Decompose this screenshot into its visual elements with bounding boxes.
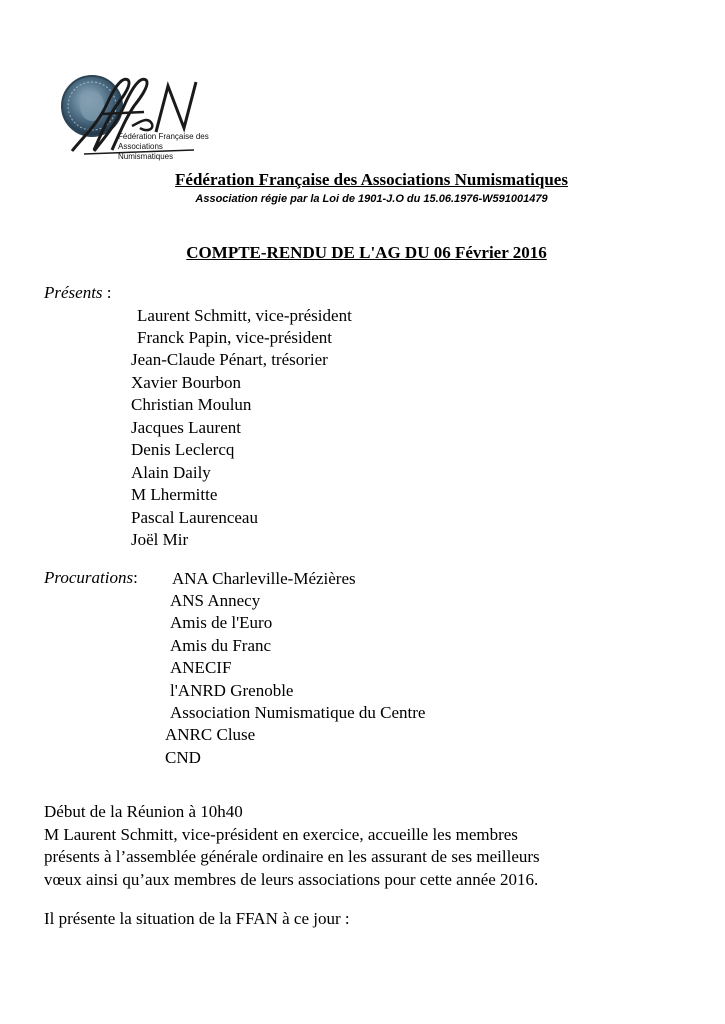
intro-line: présents à l’assemblée générale ordinaire en les assurant de ses meilleurs: [44, 847, 540, 866]
organization-name: [0, 170, 725, 190]
procurations-label: [44, 568, 138, 588]
meeting-start-time: Début de la Réunion à 10h40: [44, 802, 243, 821]
presents-label: [44, 283, 112, 303]
procuration-item: Amis du Franc: [170, 636, 272, 655]
document-title: [0, 243, 725, 263]
presents-label-text: Présents: [44, 283, 103, 302]
procurations-separator: :: [133, 568, 138, 587]
logo-caption-line: Associations Numismatiques: [118, 142, 174, 161]
present-item: Laurent Schmitt, vice-président: [137, 306, 352, 325]
organization-name-text: Fédération Française des Associations Numismatiques: [175, 170, 568, 189]
procuration-item: l'ANRD Grenoble: [170, 681, 294, 700]
procuration-item: ANS Annecy: [170, 591, 261, 610]
logo-caption: [118, 132, 218, 162]
intro-line: vœux ainsi qu’aux membres de leurs associations pour cette année 2016.: [44, 869, 539, 889]
meeting-start-paragraph: [44, 801, 684, 891]
presents-separator: :: [102, 283, 112, 302]
procuration-item: Association Numismatique du Centre: [170, 703, 426, 722]
situation-text: Il présente la situation de la FFAN à ce jour :: [44, 909, 350, 928]
present-item: Jacques Laurent: [131, 418, 241, 437]
logo-caption-line: Fédération Française des: [118, 132, 209, 141]
present-item: Christian Moulun: [131, 395, 252, 414]
present-item: Alain Daily: [131, 463, 211, 482]
organization-subtitle: [0, 193, 725, 205]
procuration-item: ANECIF: [170, 658, 232, 677]
intro-line: M Laurent Schmitt, vice-président en exercice, accueille les membres: [44, 824, 518, 844]
present-item: Jean-Claude Pénart, trésorier: [131, 350, 328, 369]
procuration-item: CND: [165, 748, 201, 767]
present-item: Joël Mir: [131, 530, 189, 549]
procuration-item: Amis de l'Euro: [170, 613, 273, 632]
present-item: M Lhermitte: [131, 485, 218, 504]
procuration-item: ANRC Cluse: [165, 725, 256, 744]
present-item: Franck Papin, vice-président: [137, 328, 332, 347]
present-item: Denis Leclercq: [131, 440, 235, 459]
present-item: Xavier Bourbon: [131, 373, 242, 392]
organization-subtitle-text: Association régie par la Loi de 1901-J.O du 15.06.1976-W591001479: [195, 193, 548, 205]
present-item: Pascal Laurenceau: [131, 508, 258, 527]
situation-paragraph: [44, 908, 684, 931]
procurations-label-text: Procurations: [44, 568, 134, 587]
procuration-item: ANA Charleville-Mézières: [172, 569, 356, 588]
document-title-text: COMPTE-RENDU DE L'AG DU 06 Février 2016: [186, 243, 547, 262]
